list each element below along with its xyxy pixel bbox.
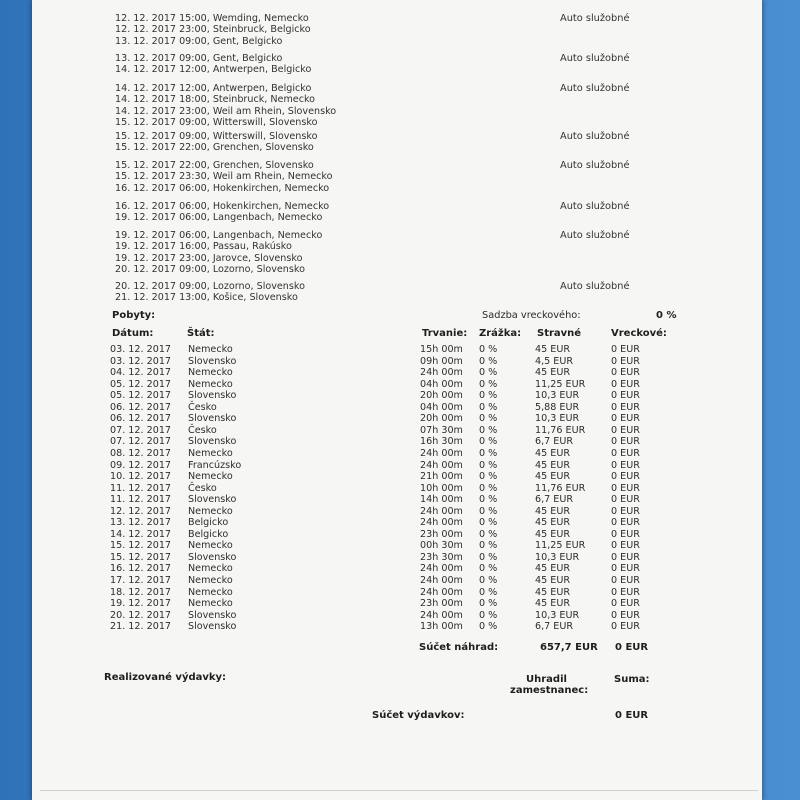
trip-line: 14. 12. 2017 18:00, Steinbruck, Nemecko (115, 94, 316, 106)
cell-pocket: 0 EUR (611, 436, 640, 448)
trip-line: 19. 12. 2017 06:00, Langenbach, Nemecko (115, 212, 323, 224)
cell-deduction: 0 % (479, 367, 498, 379)
cell-date: 18. 12. 2017 (110, 586, 172, 598)
cell-duration: 23h 00m (420, 598, 463, 610)
cell-date: 10. 12. 2017 (110, 471, 172, 483)
cell-duration: 24h 00m (420, 586, 463, 598)
cell-pocket: 0 EUR (611, 598, 640, 610)
cell-deduction: 0 % (479, 344, 498, 355)
table-row (32, 413, 732, 425)
cell-deduction: 0 % (479, 551, 498, 563)
cell-meal: 11,25 EUR (535, 378, 586, 390)
cell-deduction: 0 % (479, 471, 498, 483)
cell-pocket: 0 EUR (611, 621, 640, 633)
rate-value: 0 % (656, 310, 677, 321)
cell-date: 12. 12. 2017 (110, 505, 172, 517)
cell-duration: 16h 30m (420, 436, 463, 448)
cell-date: 14. 12. 2017 (110, 528, 172, 540)
trip-line: 16. 12. 2017 06:00, Hokenkirchen, Nemecko (115, 201, 330, 212)
cell-meal: 45 EUR (535, 586, 571, 598)
cell-date: 07. 12. 2017 (110, 436, 172, 448)
cell-meal: 10,3 EUR (535, 390, 580, 402)
cell-duration: 23h 00m (420, 528, 463, 540)
header-duration: Trvanie: (422, 328, 468, 339)
header-pocket: Vreckové: (611, 328, 667, 339)
cell-pocket: 0 EUR (611, 367, 640, 379)
trip-line: 13. 12. 2017 09:00, Gent, Belgicko (115, 53, 283, 64)
cell-date: 15. 12. 2017 (110, 540, 172, 552)
trip-transport-note: Auto služobné (560, 13, 630, 24)
cell-deduction: 0 % (479, 609, 498, 621)
cell-deduction: 0 % (479, 436, 498, 448)
cell-deduction: 0 % (479, 413, 498, 425)
trip-line: 15. 12. 2017 09:00, Witterswill, Slovensko (115, 131, 318, 142)
cell-duration: 14h 00m (420, 494, 463, 506)
cell-date: 13. 12. 2017 (110, 517, 172, 529)
table-row (32, 552, 732, 564)
cell-duration: 04h 00m (420, 378, 463, 390)
cell-meal: 45 EUR (535, 471, 571, 483)
cell-duration: 20h 00m (420, 390, 463, 402)
cell-duration: 10h 00m (420, 482, 463, 494)
cell-deduction: 0 % (479, 575, 498, 586)
table-row (32, 610, 732, 622)
cell-duration: 07h 30m (420, 424, 463, 436)
cell-date: 05. 12. 2017 (110, 378, 172, 390)
trip-transport-note: Auto služobné (560, 160, 630, 171)
cell-meal: 6,7 EUR (535, 436, 574, 448)
cell-pocket: 0 EUR (611, 517, 640, 529)
cell-deduction: 0 % (479, 447, 498, 459)
cell-duration: 04h 00m (420, 401, 463, 413)
trip-line: 19. 12. 2017 23:00, Jarovce, Slovensko (115, 252, 303, 264)
cell-pocket: 0 EUR (611, 355, 640, 367)
cell-country: Nemecko (188, 505, 233, 517)
trip-line: 15. 12. 2017 22:00, Grenchen, Slovensko (115, 142, 314, 154)
expenses-title: Realizované výdavky: (104, 672, 227, 683)
cell-pocket: 0 EUR (611, 528, 640, 540)
cell-deduction: 0 % (479, 563, 498, 575)
table-row (32, 460, 732, 472)
cell-pocket: 0 EUR (611, 505, 640, 517)
trip-line: 12. 12. 2017 15:00, Wemding, Nemecko (115, 13, 309, 24)
cell-duration: 24h 00m (420, 609, 463, 621)
cell-meal: 45 EUR (535, 528, 571, 540)
table-row (32, 436, 732, 448)
cell-meal: 10,3 EUR (535, 413, 580, 425)
trip-line: 21. 12. 2017 13:00, Košice, Slovensko (115, 292, 298, 304)
trip-line: 20. 12. 2017 09:00, Lozorno, Slovensko (115, 263, 305, 275)
cell-duration: 24h 00m (420, 575, 463, 586)
cell-country: Belgicko (188, 528, 229, 540)
trip-transport-note: Auto služobné (560, 131, 630, 142)
cell-duration: 21h 00m (420, 471, 463, 483)
cell-country: Česko (188, 482, 217, 494)
page-bottom-rule (40, 790, 758, 791)
cell-country: Slovensko (188, 609, 237, 621)
table-row (32, 506, 732, 518)
cell-country: Česko (188, 401, 217, 413)
cell-country: Slovensko (188, 436, 237, 448)
cell-date: 08. 12. 2017 (110, 447, 172, 459)
cell-country: Slovensko (188, 551, 237, 563)
cell-date: 17. 12. 2017 (110, 575, 172, 586)
cell-deduction: 0 % (479, 494, 498, 506)
cell-pocket: 0 EUR (611, 494, 640, 506)
cell-meal: 6,7 EUR (535, 494, 574, 506)
cell-country: Česko (188, 424, 217, 436)
trip-line: 19. 12. 2017 06:00, Langenbach, Nemecko (115, 230, 323, 241)
cell-duration: 09h 00m (420, 355, 463, 367)
trip-line: 16. 12. 2017 06:00, Hokenkirchen, Nemecko (115, 182, 330, 194)
trip-line: 14. 12. 2017 23:00, Weil am Rhein, Slovensko (115, 105, 337, 117)
trip-line: 20. 12. 2017 09:00, Lozorno, Slovensko (115, 281, 305, 292)
table-row (32, 517, 732, 529)
table-row (32, 390, 732, 402)
cell-country: Nemecko (188, 471, 233, 483)
total-label: Súčet náhrad: (419, 642, 499, 653)
trip-line: 15. 12. 2017 09:00, Witterswill, Slovensko (115, 116, 318, 128)
cell-deduction: 0 % (479, 586, 498, 598)
cell-meal: 10,3 EUR (535, 609, 580, 621)
cell-country: Nemecko (188, 598, 233, 610)
cell-meal: 45 EUR (535, 598, 571, 610)
cell-deduction: 0 % (479, 378, 498, 390)
cell-deduction: 0 % (479, 598, 498, 610)
cell-pocket: 0 EUR (611, 459, 640, 471)
cell-pocket: 0 EUR (611, 390, 640, 402)
cell-meal: 45 EUR (535, 505, 571, 517)
cell-country: Nemecko (188, 378, 233, 390)
cell-meal: 45 EUR (535, 517, 571, 529)
cell-duration: 24h 00m (420, 447, 463, 459)
table-row (32, 587, 732, 599)
cell-meal: 45 EUR (535, 344, 571, 355)
cell-country: Slovensko (188, 413, 237, 425)
cell-date: 21. 12. 2017 (110, 621, 172, 633)
cell-country: Francúzsko (188, 459, 242, 471)
trip-line: 15. 12. 2017 23:30, Weil am Rhein, Nemecko (115, 171, 333, 183)
paid-label-1: Uhradil (526, 674, 567, 685)
expenses-total-label: Súčet výdavkov: (372, 710, 465, 721)
table-row (32, 494, 732, 506)
cell-duration: 20h 00m (420, 413, 463, 425)
cell-deduction: 0 % (479, 528, 498, 540)
table-row (32, 575, 732, 587)
trip-transport-note: Auto služobné (560, 281, 630, 292)
trip-transport-note: Auto služobné (560, 83, 630, 94)
cell-pocket: 0 EUR (611, 378, 640, 390)
cell-pocket: 0 EUR (611, 586, 640, 598)
table-row (32, 621, 732, 633)
cell-date: 09. 12. 2017 (110, 459, 172, 471)
cell-date: 06. 12. 2017 (110, 401, 172, 413)
cell-deduction: 0 % (479, 424, 498, 436)
cell-deduction: 0 % (479, 459, 498, 471)
header-date: Dátum: (112, 328, 154, 339)
cell-pocket: 0 EUR (611, 540, 640, 552)
cell-country: Slovensko (188, 390, 237, 402)
cell-meal: 45 EUR (535, 367, 571, 379)
cell-country: Nemecko (188, 540, 233, 552)
cell-deduction: 0 % (479, 621, 498, 633)
cell-country: Slovensko (188, 355, 237, 367)
cell-duration: 00h 30m (420, 540, 463, 552)
cell-country: Nemecko (188, 563, 233, 575)
cell-country: Belgicko (188, 517, 229, 529)
trip-transport-note: Auto služobné (560, 230, 630, 241)
cell-deduction: 0 % (479, 517, 498, 529)
table-row (32, 379, 732, 391)
cell-duration: 24h 00m (420, 367, 463, 379)
cell-pocket: 0 EUR (611, 575, 640, 586)
cell-deduction: 0 % (479, 390, 498, 402)
table-row (32, 344, 732, 356)
table-row (32, 598, 732, 610)
cell-duration: 23h 30m (420, 551, 463, 563)
table-row (32, 540, 732, 552)
cell-meal: 5,88 EUR (535, 401, 580, 413)
cell-duration: 24h 00m (420, 459, 463, 471)
cell-pocket: 0 EUR (611, 471, 640, 483)
cell-country: Nemecko (188, 586, 233, 598)
header-country: Štát: (187, 328, 215, 339)
total-pocket: 0 EUR (615, 642, 649, 653)
cell-meal: 45 EUR (535, 447, 571, 459)
cell-deduction: 0 % (479, 401, 498, 413)
table-row (32, 448, 732, 460)
cell-country: Slovensko (188, 494, 237, 506)
cell-date: 11. 12. 2017 (110, 494, 172, 506)
cell-deduction: 0 % (479, 482, 498, 494)
cell-date: 03. 12. 2017 (110, 355, 172, 367)
trip-transport-note: Auto služobné (560, 201, 630, 212)
cell-country: Nemecko (188, 344, 233, 355)
cell-date: 07. 12. 2017 (110, 424, 172, 436)
header-meal: Stravné (537, 328, 582, 339)
cell-meal: 4,5 EUR (535, 355, 574, 367)
cell-pocket: 0 EUR (611, 413, 640, 425)
table-row (32, 563, 732, 575)
table-row (32, 529, 732, 541)
table-row (32, 425, 732, 437)
cell-meal: 11,76 EUR (535, 482, 586, 494)
cell-date: 19. 12. 2017 (110, 598, 172, 610)
cell-pocket: 0 EUR (611, 344, 640, 355)
pobyty-title: Pobyty: (112, 310, 156, 321)
cell-country: Slovensko (188, 621, 237, 633)
cell-duration: 24h 00m (420, 517, 463, 529)
cell-meal: 45 EUR (535, 575, 571, 586)
cell-country: Nemecko (188, 367, 233, 379)
cell-meal: 6,7 EUR (535, 621, 574, 633)
cell-country: Nemecko (188, 447, 233, 459)
sum-label: Suma: (614, 674, 650, 685)
cell-meal: 11,76 EUR (535, 424, 586, 436)
cell-date: 20. 12. 2017 (110, 609, 172, 621)
cell-date: 16. 12. 2017 (110, 563, 172, 575)
trip-line: 15. 12. 2017 22:00, Grenchen, Slovensko (115, 160, 314, 171)
cell-pocket: 0 EUR (611, 424, 640, 436)
cell-duration: 24h 00m (420, 563, 463, 575)
trip-line: 12. 12. 2017 23:00, Steinbruck, Belgicko (115, 24, 311, 36)
cell-pocket: 0 EUR (611, 551, 640, 563)
header-deduction: Zrážka: (479, 328, 522, 339)
cell-duration: 24h 00m (420, 505, 463, 517)
cell-pocket: 0 EUR (611, 563, 640, 575)
trip-line: 14. 12. 2017 12:00, Antwerpen, Belgicko (115, 64, 312, 76)
cell-pocket: 0 EUR (611, 482, 640, 494)
cell-date: 03. 12. 2017 (110, 344, 172, 355)
total-meal: 657,7 EUR (540, 642, 598, 653)
cell-pocket: 0 EUR (611, 401, 640, 413)
cell-date: 05. 12. 2017 (110, 390, 172, 402)
cell-meal: 11,25 EUR (535, 540, 586, 552)
table-row (32, 402, 732, 414)
trip-line: 13. 12. 2017 09:00, Gent, Belgicko (115, 35, 283, 47)
cell-meal: 45 EUR (535, 459, 571, 471)
cell-meal: 45 EUR (535, 563, 571, 575)
document-page (32, 0, 762, 800)
cell-date: 11. 12. 2017 (110, 482, 172, 494)
trip-line: 19. 12. 2017 16:00, Passau, Rakúsko (115, 241, 292, 253)
cell-deduction: 0 % (479, 355, 498, 367)
paid-label-2: zamestnanec: (510, 685, 589, 696)
cell-deduction: 0 % (479, 505, 498, 517)
cell-meal: 10,3 EUR (535, 551, 580, 563)
cell-date: 04. 12. 2017 (110, 367, 172, 379)
cell-duration: 13h 00m (420, 621, 463, 633)
table-row (32, 483, 732, 495)
cell-pocket: 0 EUR (611, 447, 640, 459)
cell-pocket: 0 EUR (611, 609, 640, 621)
table-row (32, 471, 732, 483)
cell-date: 15. 12. 2017 (110, 551, 172, 563)
cell-deduction: 0 % (479, 540, 498, 552)
table-row (32, 356, 732, 368)
trip-line: 14. 12. 2017 12:00, Antwerpen, Belgicko (115, 83, 312, 94)
expenses-total-value: 0 EUR (615, 710, 649, 721)
cell-date: 06. 12. 2017 (110, 413, 172, 425)
trip-transport-note: Auto služobné (560, 53, 630, 64)
table-row (32, 367, 732, 379)
cell-duration: 15h 00m (420, 344, 463, 355)
rate-label: Sadzba vreckového: (482, 310, 581, 321)
cell-country: Nemecko (188, 575, 233, 586)
